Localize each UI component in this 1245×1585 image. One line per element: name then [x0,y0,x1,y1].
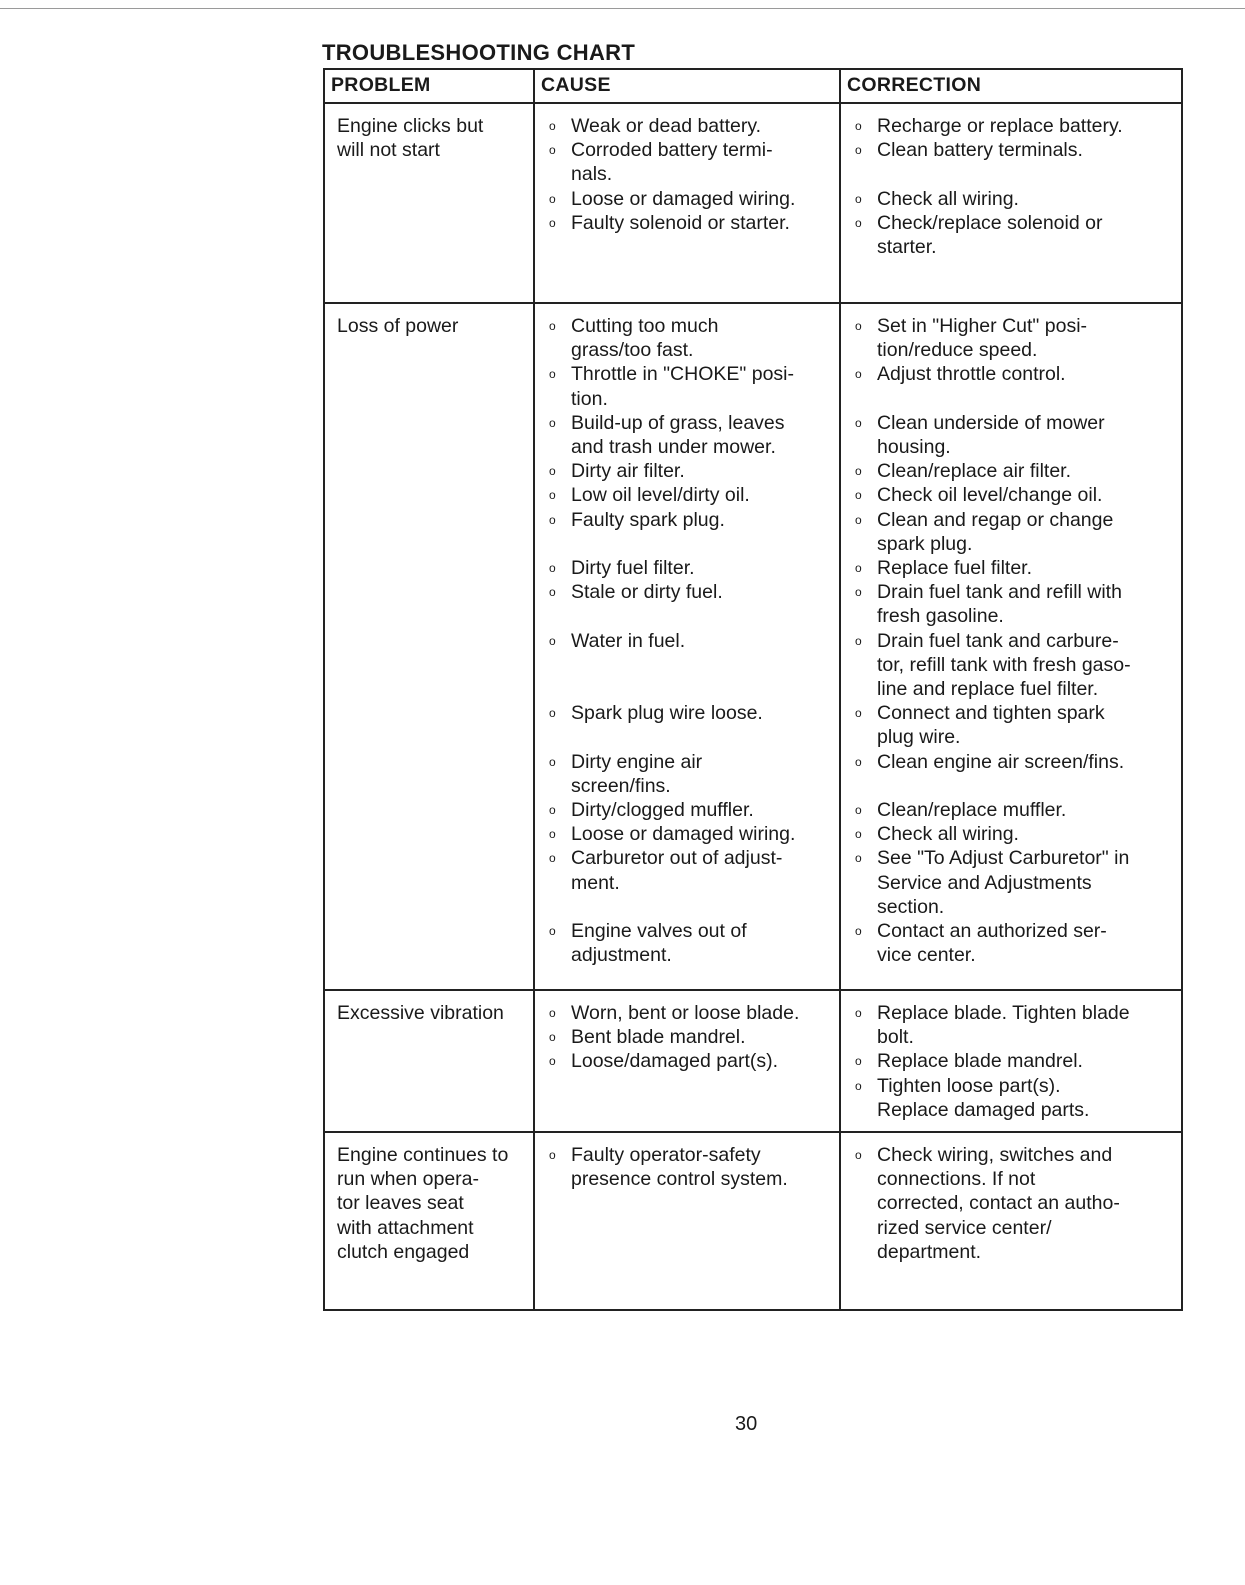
item-text: Build-up of grass, leaves and trash under mower. [571,411,785,459]
bullet-icon: o [549,1054,556,1069]
bullet-icon: o [855,319,862,333]
correction-item [853,846,1169,919]
cause-item [547,411,827,459]
correction-item [853,314,1169,362]
bullet-icon: o [549,191,556,206]
correction-item [853,211,1169,259]
page-title: TROUBLESHOOTING CHART [322,40,636,65]
correction-item [853,1074,1169,1122]
problem-cell: Engine continues to run when opera- tor leaves seat with attachment clutch engaged [324,1132,534,1310]
correction-item [853,629,1169,702]
correction-cell [840,1132,1182,1310]
correction-item [853,1001,1169,1049]
column-header-problem: PROBLEM [324,69,534,103]
column-header-cause: CAUSE [534,69,840,103]
cause-cell [534,1132,840,1310]
spacer-line [547,653,827,677]
correction-item [853,701,1169,749]
bullet-icon: o [549,1148,556,1162]
cause-item [547,1025,827,1049]
item-text: Bent blade mandrel. [571,1026,746,1049]
correction-list [853,104,1169,259]
cause-item [547,846,827,894]
item-text: Drain fuel tank and carbure- tor, refill tank with fresh gaso- line and replace fuel filter. [877,629,1131,701]
item-text: Replace fuel filter. [877,557,1033,580]
problem-cell: Engine clicks but will not start [324,103,534,303]
bullet-icon: o [855,512,862,527]
item-text: Check all wiring. [877,187,1019,210]
bullet-icon: o [855,633,862,648]
bullet-icon: o [855,851,862,866]
bullet-icon: o [855,924,862,939]
item-text: Loose/damaged part(s). [571,1050,779,1073]
item-text: Dirty fuel filter. [571,557,695,580]
item-text: Clean/replace muffler. [877,799,1067,822]
bullet-icon: o [549,827,556,842]
cause-item [547,362,827,410]
correction-item [853,362,1169,386]
item-text: Adjust throttle control. [877,363,1066,386]
bullet-icon: o [855,561,862,576]
correction-item [853,556,1169,580]
cause-item [547,1049,827,1073]
cause-list [547,304,827,967]
cause-item [547,822,827,846]
cause-item [547,798,827,822]
correction-item [853,459,1169,483]
item-text: Faulty solenoid or starter. [571,211,790,234]
item-text: Clean engine air screen/fins. [877,750,1125,773]
bullet-icon: o [855,1006,862,1020]
table-row [324,990,1182,1132]
correction-item [853,798,1169,822]
cause-item [547,919,827,967]
item-text: Carburetor out of adjust- ment. [571,847,783,894]
bullet-icon: o [549,754,556,769]
bullet-icon: o [855,1148,862,1162]
bullet-icon: o [549,464,556,479]
item-text: Tighten loose part(s). Replace damaged parts. [877,1074,1090,1121]
item-text: Weak or dead battery. [571,115,762,137]
correction-item [853,138,1169,162]
bullet-icon: o [855,803,862,818]
troubleshooting-table [323,68,1183,1311]
bullet-icon: o [855,367,862,382]
bullet-icon: o [549,924,556,939]
table-row [324,103,1182,303]
cause-item [547,629,827,653]
correction-item [853,750,1169,774]
item-text: Dirty air filter. [571,460,685,483]
correction-list [853,991,1169,1122]
cause-item [547,1001,827,1025]
item-text: Dirty/clogged muffler. [571,799,754,822]
bullet-icon: o [549,561,556,576]
bullet-icon: o [549,319,556,333]
correction-list [853,304,1169,967]
cause-item [547,556,827,580]
cause-cell [534,103,840,303]
item-text: Corroded battery termi- nals. [571,139,773,186]
item-text: Clean and regap or change spark plug. [877,508,1114,555]
correction-item [853,187,1169,211]
item-text: Faulty spark plug. [571,508,725,531]
spacer-line [853,387,1169,411]
spacer-line [853,774,1169,798]
problem-cell: Loss of power [324,303,534,990]
bullet-icon: o [549,706,556,721]
item-text: Engine valves out of adjustment. [571,920,747,967]
correction-item [853,114,1169,138]
item-text: Clean underside of mower housing. [877,411,1105,459]
item-text: Low oil level/dirty oil. [571,484,750,507]
item-text: Clean/replace air filter. [877,460,1072,483]
correction-item [853,822,1169,846]
item-text: Check oil level/change oil. [877,484,1103,507]
correction-item [853,411,1169,459]
page-number: 30 [735,1413,758,1435]
item-text: Worn, bent or loose blade. [571,1002,800,1024]
bullet-icon: o [855,415,862,430]
item-text: Spark plug wire loose. [571,702,763,725]
item-text: Replace blade. Tighten blade bolt. [877,1002,1130,1049]
item-text: Loose or damaged wiring. [571,823,796,846]
correction-item [853,483,1169,507]
item-text: Replace blade mandrel. [877,1050,1083,1073]
bullet-icon: o [549,119,556,133]
item-text: Drain fuel tank and refill with fresh gasoline. [877,581,1122,628]
bullet-icon: o [855,827,862,842]
bullet-icon: o [549,367,556,382]
bullet-icon: o [855,488,862,503]
bullet-icon: o [855,585,862,600]
spacer-line [547,604,827,628]
item-text: Check/replace solenoid or starter. [877,211,1103,259]
bullet-icon: o [855,754,862,769]
bullet-icon: o [549,512,556,527]
item-text: Set in "Higher Cut" posi- tion/reduce speed. [877,315,1088,362]
cause-item [547,114,827,138]
correction-item [853,1143,1169,1264]
bullet-icon: o [549,1030,556,1045]
item-text: See "To Adjust Carburetor" in Service and Adjustments section. [877,847,1130,918]
bullet-icon: o [855,706,862,721]
item-text: Faulty operator-safety presence control system. [571,1144,788,1191]
item-text: Check all wiring. [877,823,1019,846]
spacer-line [547,895,827,919]
cause-item [547,187,827,211]
item-text: Water in fuel. [571,629,686,652]
bullet-icon: o [855,215,862,230]
bullet-icon: o [855,119,862,133]
bullet-icon: o [549,585,556,600]
item-text: Contact an authorized ser- vice center. [877,920,1107,967]
correction-cell [840,103,1182,303]
item-text: Stale or dirty fuel. [571,581,723,604]
correction-list [853,1133,1169,1264]
bullet-icon: o [549,1006,556,1020]
spacer-line [547,677,827,701]
cause-item [547,459,827,483]
cause-item [547,701,827,725]
bullet-icon: o [549,215,556,230]
spacer-line [853,162,1169,186]
cause-item [547,314,827,362]
cause-item [547,580,827,604]
cause-cell [534,303,840,990]
scan-top-edge-rule [0,8,1245,9]
column-header-correction: CORRECTION [840,69,1182,103]
correction-cell [840,303,1182,990]
table-row [324,303,1182,990]
cause-list [547,1133,827,1191]
cause-item [547,1143,827,1191]
bullet-icon: o [549,415,556,430]
correction-item [853,919,1169,967]
bullet-icon: o [855,143,862,158]
bullet-icon: o [855,464,862,479]
correction-item [853,580,1169,628]
cause-item [547,138,827,186]
item-text: Loose or damaged wiring. [571,187,796,210]
spacer-line [547,532,827,556]
spacer-line [547,725,827,749]
bullet-icon: o [549,488,556,503]
cause-list [547,991,827,1074]
item-text: Connect and tighten spark plug wire. [877,702,1105,749]
table-row [324,1132,1182,1310]
bullet-icon: o [855,191,862,206]
item-text: Clean battery terminals. [877,139,1083,162]
correction-cell [840,990,1182,1132]
bullet-icon: o [549,851,556,866]
item-text: Check wiring, switches and connections. If not corrected, contact an autho- rized service center/ department. [877,1144,1120,1263]
item-text: Throttle in "CHOKE" posi- tion. [571,363,794,410]
cause-item [547,211,827,235]
bullet-icon: o [855,1078,862,1093]
cause-cell [534,990,840,1132]
bullet-icon: o [855,1054,862,1069]
bullet-icon: o [549,803,556,818]
cause-item [547,750,827,798]
item-text: Cutting too much grass/too fast. [571,315,719,362]
cause-item [547,508,827,532]
correction-item [853,508,1169,556]
correction-item [853,1049,1169,1073]
cause-item [547,483,827,507]
bullet-icon: o [549,143,556,158]
bullet-icon: o [549,633,556,648]
cause-list [547,104,827,235]
table-header-row [324,69,1182,103]
problem-cell: Excessive vibration [324,990,534,1132]
item-text: Dirty engine air screen/fins. [571,750,703,797]
item-text: Recharge or replace battery. [877,115,1123,137]
